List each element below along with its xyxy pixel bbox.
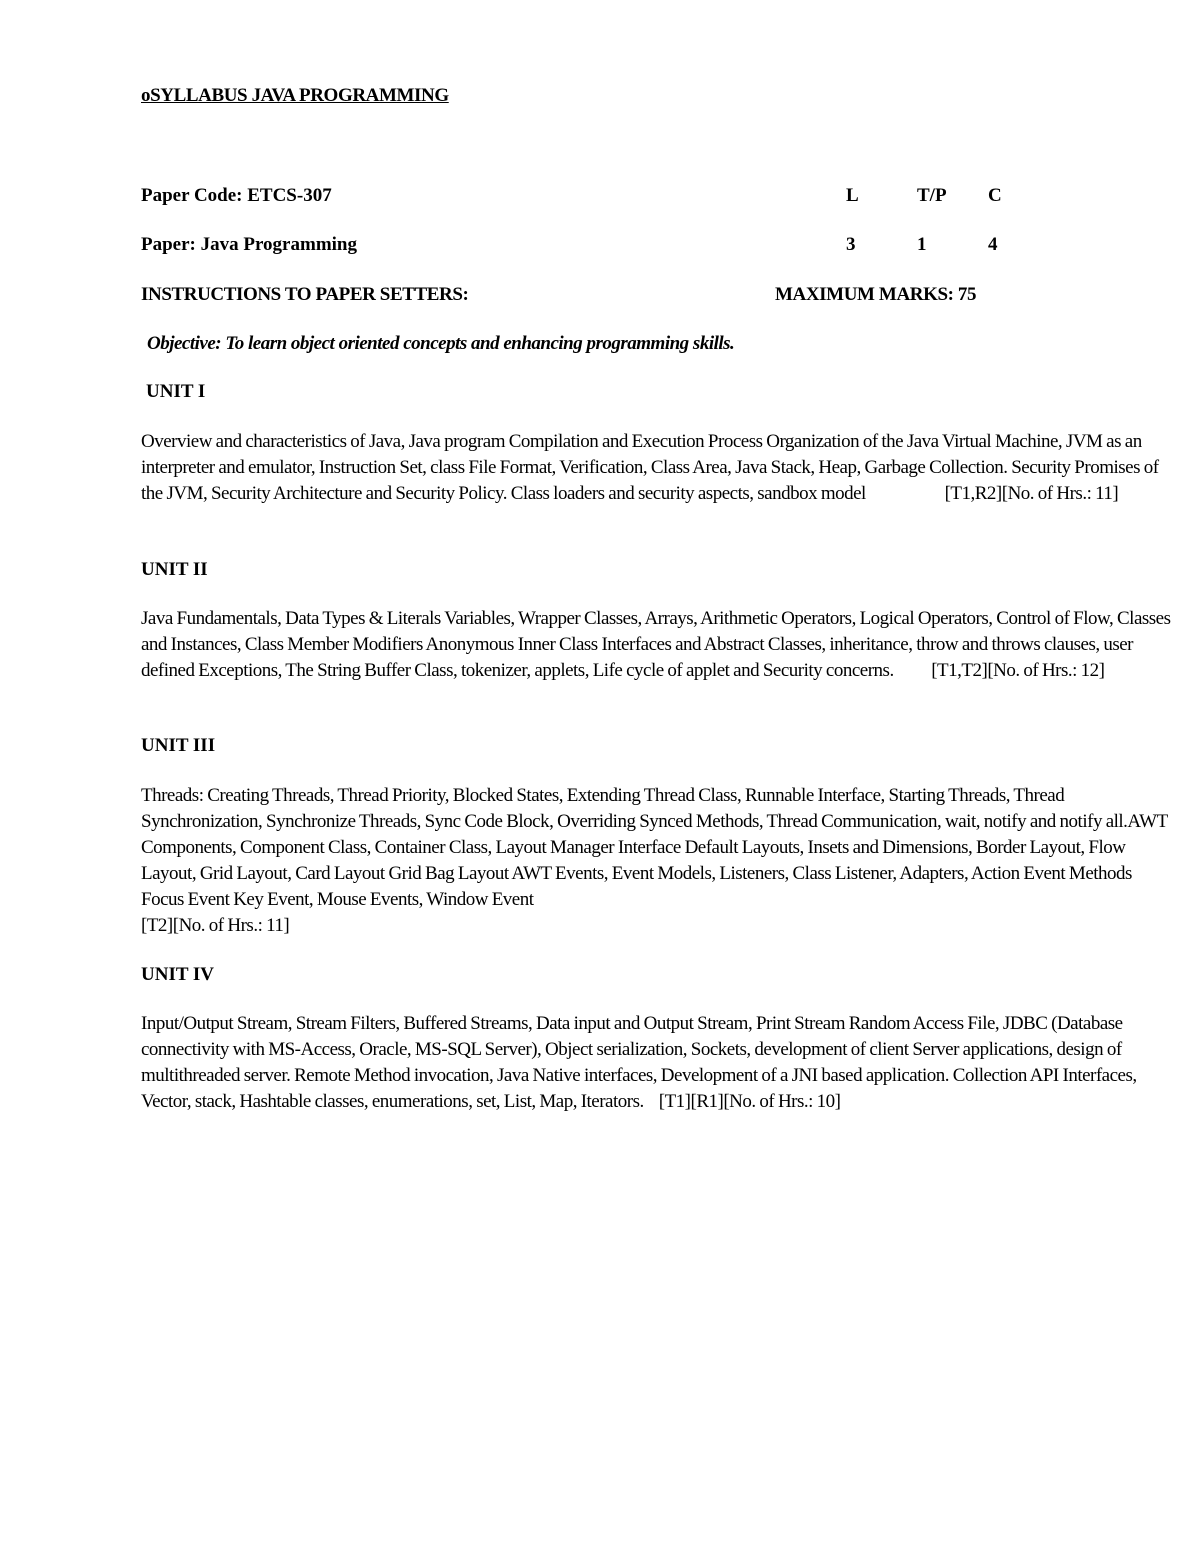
objective: Objective: To learn object oriented concepts and enhancing programming skills. <box>147 333 735 354</box>
paper-name: Paper: Java Programming <box>141 234 357 255</box>
paper-code: Paper Code: ETCS-307 <box>141 185 332 206</box>
unit-2-content <box>141 606 1171 684</box>
col-header-tp: T/P <box>917 185 947 206</box>
unit-1-heading: UNIT I <box>146 381 206 402</box>
unit-1-reference: [T1,R2][No. of Hrs.: 11] <box>944 483 1119 504</box>
unit-2-heading: UNIT II <box>141 559 208 580</box>
unit-4-reference: [T1][R1][No. of Hrs.: 10] <box>658 1091 841 1112</box>
unit-4-text: Input/Output Stream, Stream Filters, Buffered Streams, Data input and Output Stream, Print Stream Random Access File, JDBC (Database connectivity with MS-Access, Oracle, MS-SQL Server), Object serialization, Sockets, development of client Server applications, design of multithreaded server. Remote Method invocation, Java Native interfaces, Development of a JNI based application. Collection API Interfaces, Vector, stack, Hashtable classes, enumerations, set, List, Map, Iterators. <box>141 1013 1137 1112</box>
unit-2-text: Java Fundamentals, Data Types & Literals Variables, Wrapper Classes, Arrays, Arithmetic Operators, Logical Operators, Control of Flow, Classes and Instances, Class Member Modifiers Anonymous Inner Class Interfaces and Abstract Classes, inheritance, throw and throws clauses, user defined Exceptions, The String Buffer Class, tokenizer, applets, Life cycle of applet and Security concerns. <box>141 608 1171 681</box>
document-title: oSYLLABUS JAVA PROGRAMMING <box>141 85 449 106</box>
unit-4-content <box>141 1011 1161 1115</box>
instructions-heading: INSTRUCTIONS TO PAPER SETTERS: <box>141 284 469 305</box>
value-c: 4 <box>988 234 998 255</box>
unit-4-heading: UNIT IV <box>141 964 215 985</box>
col-header-c: C <box>988 185 1002 206</box>
unit-1-text: Overview and characteristics of Java, Java program Compilation and Execution Process Organization of the Java Virtual Machine, JVM as an interpreter and emulator, Instruction Set, class File Format, Verification, Class Area, Java Stack, Heap, Garbage Collection. Security Promises of the JVM, Security Architecture and Security Policy. Class loaders and security aspects, sandbox model <box>141 431 1159 504</box>
unit-3-text: Threads: Creating Threads, Thread Priority, Blocked States, Extending Thread Class, Runnable Interface, Starting Threads, Thread Synchronization, Synchronize Threads, Sync Code Block, Overriding Synced Methods, Thread Communication, wait, notify and notify all.AWT Components, Component Class, Container Class, Layout Manager Interface Default Layouts, Insets and Dimensions, Border Layout, Flow Layout, Grid Layout, Card Layout Grid Bag Layout AWT Events, Event Models, Listeners, Class Listener, Adapters, Action Event Methods Focus Event Key Event, Mouse Events, Window Event <box>141 785 1168 910</box>
unit-3-reference: [T2][No. of Hrs.: 11] <box>141 915 290 936</box>
col-header-l: L <box>846 185 859 206</box>
unit-3-heading: UNIT III <box>141 735 216 756</box>
unit-3-content <box>141 783 1171 939</box>
value-tp: 1 <box>917 234 927 255</box>
maximum-marks: MAXIMUM MARKS: 75 <box>775 284 977 305</box>
value-l: 3 <box>846 234 856 255</box>
unit-1-content <box>141 429 1171 507</box>
unit-2-reference: [T1,T2][No. of Hrs.: 12] <box>931 660 1105 681</box>
